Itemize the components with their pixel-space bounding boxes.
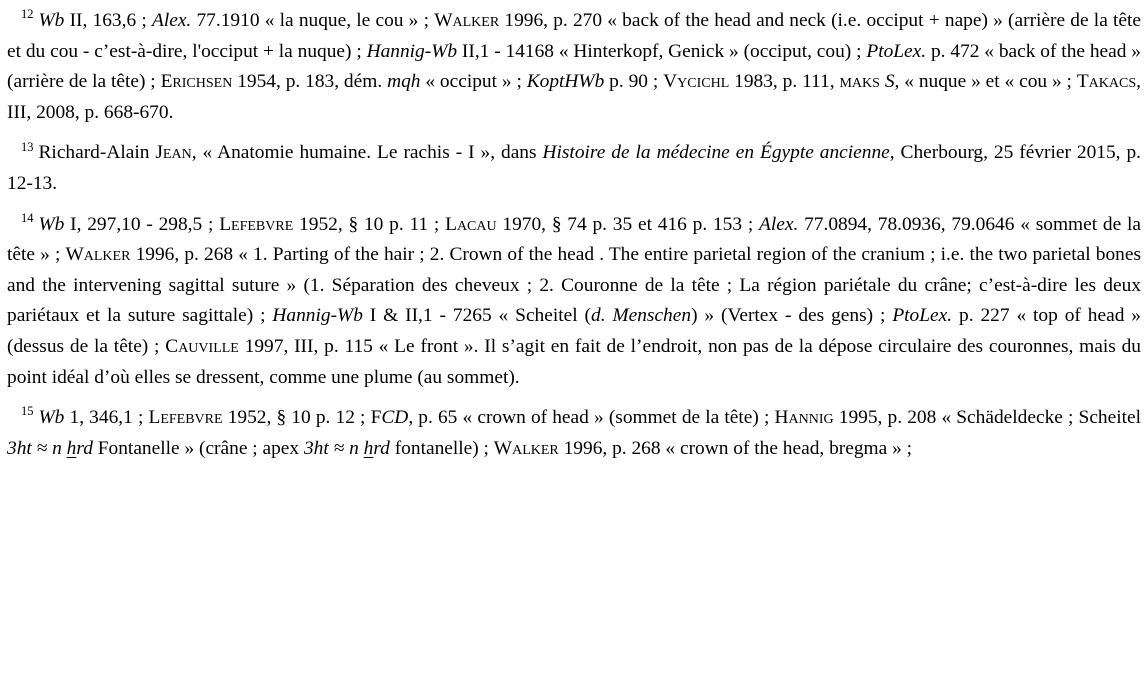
author-name: Lefebvre (219, 213, 294, 235)
author-name: Lefebvre (148, 407, 223, 429)
italic-text: Hannig-Wb (366, 40, 458, 62)
italic-text: PtoLex. (892, 305, 953, 327)
footnote-15 (7, 403, 1141, 464)
italic-text: 3ht ≈ n (303, 437, 364, 459)
text-run: 1996, p. 270 « back of the head and neck (i.e. occiput + nape) » (arrière de la tête et du cou - c’est-à-dire, l'occiput + la nuque) ; (7, 10, 1141, 62)
italic-text: Wb (38, 10, 65, 31)
author-name: Erichsen (160, 71, 233, 93)
text-run: , « Anatomie humaine. Le rachis - I », dans (191, 142, 543, 164)
italic-text: 3ht ≈ n (7, 437, 67, 459)
text-run: 1997, III, p. 115 « Le front ». Il s’agit en fait de l’endroit, non pas de la dépose circulaire des couronnes, mais du point idéal d’où elles se dressent, comme une plume (au sommet). (7, 335, 1142, 388)
text-run: fontanelle) ; (389, 437, 494, 459)
italic-text: KoptHWb (526, 71, 605, 93)
text-run: 1996, p. 268 « crown of the head, bregma » ; (558, 437, 913, 459)
footnote-number: 14 (21, 210, 34, 225)
author-name: Hannig (774, 407, 834, 429)
footnote-14 (7, 210, 1141, 394)
italic-underlined-text: h (66, 437, 77, 459)
italic-text: mqh (387, 71, 421, 93)
author-name: Walker (434, 10, 500, 31)
footnote-text (7, 214, 1141, 388)
text-run: 1952, § 10 p. 12 ; F (222, 407, 382, 429)
footnote-13 (7, 138, 1141, 199)
author-name: Jean (155, 142, 192, 164)
text-run: , p. 65 « crown of head » (sommet de la tête) ; (408, 407, 775, 429)
author-name: Takacs (1076, 71, 1137, 93)
text-run: II, 163,6 ; (64, 10, 152, 31)
footnote-number: 13 (21, 139, 34, 154)
italic-text: Histoire de la médecine en Égypte ancienne (542, 142, 890, 164)
footnote-text (7, 407, 1141, 459)
text-run: 1952, § 10 p. 11 ; (293, 213, 446, 235)
italic-text: rd (373, 437, 390, 459)
italic-text: rd (76, 437, 93, 459)
text-run: « occiput » ; (420, 71, 527, 93)
text-run: p. 472 « back of the head » (arrière de la tête) ; (7, 40, 1141, 93)
text-run: 1, 346,1 ; (64, 407, 149, 429)
italic-text: PtoLex. (866, 40, 927, 62)
italic-text: S (884, 71, 895, 93)
text-run: , « nuque » et « cou » ; (894, 71, 1077, 93)
italic-text: Alex. (759, 213, 799, 235)
text-run: 77.1910 « la nuque, le cou » ; (191, 10, 435, 31)
text-run: I & II,1 - 7265 « Scheitel ( (362, 305, 591, 327)
text-run: 1983, p. 111, (729, 71, 840, 93)
footnote-number: 15 (21, 404, 34, 419)
text-run: 1954, p. 183, dém. (232, 71, 388, 93)
text-run: , Cherbourg, 25 février 2015, p. 12-13. (7, 142, 1141, 194)
author-name: Lacau (445, 213, 497, 235)
text-run: Fontanelle » (crâne ; apex (92, 437, 304, 459)
footnote-number: 12 (21, 7, 34, 22)
italic-text: CD (381, 407, 409, 429)
text-run: II,1 - 14168 « Hinterkopf, Genick » (occiput, cou) ; (457, 40, 867, 62)
text-run: p. 90 ; (604, 71, 664, 93)
italic-text: Hannig-Wb (272, 305, 363, 327)
footnote-12 (7, 6, 1141, 128)
text-run: p. 227 « top of head » (dessus de la tête) ; (7, 305, 1141, 357)
italic-text: Wb (38, 213, 65, 235)
text-run: 77.0894, 78.0936, 79.0646 « sommet de la tête » ; (7, 213, 1141, 266)
footnote-text (7, 139, 1141, 194)
italic-underlined-text: h (363, 437, 374, 459)
italic-text: Alex. (151, 10, 192, 31)
author-name: Vycichl (663, 71, 730, 93)
text-run: I, 297,10 - 298,5 ; (64, 213, 220, 235)
text-run: 1995, p. 208 « Schädeldecke ; Scheitel (833, 407, 1141, 429)
italic-text: d. Menschen (591, 305, 692, 327)
coptic-word: maks (839, 71, 880, 93)
text-run: Richard-Alain (38, 142, 156, 164)
author-name: Walker (493, 437, 559, 459)
author-name: Cauville (165, 335, 239, 357)
text-run: 1996, p. 268 « 1. Parting of the hair ; 2. Crown of the head . The entire parietal region of the cranium ; i.e. the two parietal bones and the intervening sagittal suture » (1. Séparation des cheveux ; 2. Couronne de la tête ; La région pariétale du crâne; c’est-à-dire les deux pariétaux et la suture sagittale) ; (7, 244, 1141, 327)
footnote-text (7, 10, 1141, 123)
author-name: Walker (65, 244, 131, 266)
italic-text: Wb (38, 407, 65, 429)
text-run: ) » (Vertex - des gens) ; (691, 305, 893, 327)
text-run: 1970, § 74 p. 35 et 416 p. 153 ; (496, 213, 760, 235)
text-run: , III, 2008, p. 668-670. (7, 71, 1141, 123)
